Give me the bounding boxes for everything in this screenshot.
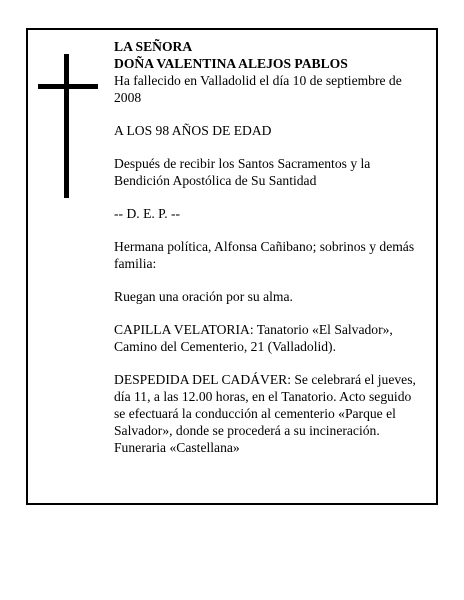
deceased-name: DOÑA VALENTINA ALEJOS PABLOS — [114, 56, 348, 71]
sacraments-line: Después de recibir los Santos Sacramentos y la Bendición Apostólica de Su Santidad — [114, 156, 371, 188]
rip-line: -- D. E. P. -- — [114, 206, 181, 221]
title-line-1: LA SEÑORA — [114, 39, 193, 54]
age-line: A LOS 98 AÑOS DE EDAD — [114, 123, 272, 138]
chapel-line: CAPILLA VELATORIA: Tanatorio «El Salvador», Camino del Cementerio, 21 (Valladolid). — [114, 322, 393, 354]
farewell-line: DESPEDIDA DEL CADÁVER: Se celebrará el jueves, día 11, a las 12.00 horas, en el Tanatorio. Acto seguido se efectuará la conducción al cementerio «Parque el Salvador», donde se procederá a su incineración. — [114, 372, 416, 438]
family-line: Hermana política, Alfonsa Cañibano; sobrinos y demás familia: — [114, 239, 415, 271]
death-notice: Ha fallecido en Valladolid el día 10 de septiembre de 2008 — [114, 73, 402, 105]
obituary-text — [114, 38, 418, 456]
cross-horizontal-bar — [38, 84, 98, 89]
funeral-home-line: Funeraria «Castellana» — [114, 440, 240, 455]
cross-vertical-bar — [64, 54, 69, 198]
prayer-line: Ruegan una oración por su alma. — [114, 289, 293, 304]
